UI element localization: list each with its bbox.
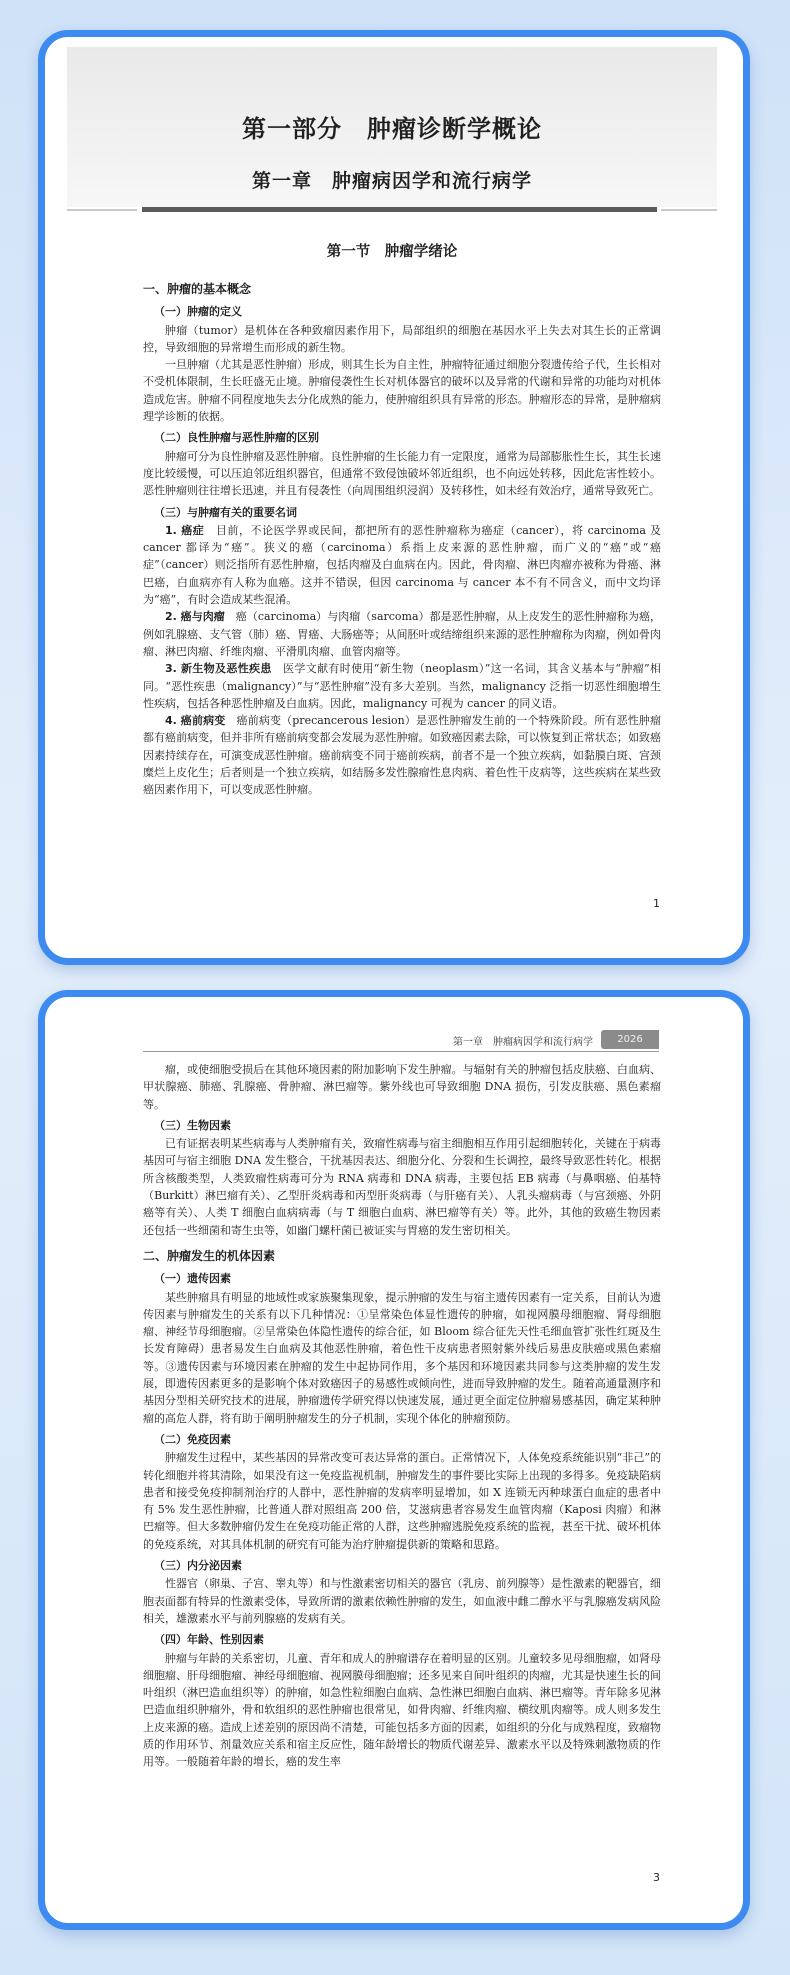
paragraph: 瘤，或使细胞受损后在其他环境因素的附加影响下发生肿瘤。与辐射有关的肿瘤包括皮肤癌、白血病、甲状腺癌、肺癌、乳腺癌、骨肿瘤、淋巴瘤等。紫外线也可导致细胞 DNA 损伤，引发皮肤癌、黑色素瘤等。 (143, 1063, 661, 1111)
heading-terms: （三）与肿瘤有关的重要名词 (154, 505, 297, 519)
paragraph: 已有证据表明某些病毒与人类肿瘤有关，致瘤性病毒与宿主细胞相互作用引起细胞转化，关键在于病毒基因可与宿主细胞 DNA 发生整合，干扰基因表达、细胞分化、分裂和生长调控，最终导致恶性转化。根据所含核酸类型，人类致瘤性病毒可分为 RNA 病毒和 DNA 病毒，主要包括 EB 病毒（与鼻咽癌、伯基特（Burkitt）淋巴瘤有关）、乙型肝炎病毒和丙型肝炎病毒（与肝癌有关）、人乳头瘤病毒（与宫颈癌、外阴癌等有关）、人类 T 细胞白血病病毒（与 T 细胞白血病、淋巴瘤等有关）等。此外，其他的致癌生物因素还包括一些细菌和寄生虫等，如幽门螺杆菌已被证实与胃癌的发生密切相关。 (143, 1137, 661, 1237)
paragraph: 性器官（卵巢、子宫、睾丸等）和与性激素密切相关的器官（乳房、前列腺等）是性激素的靶器官，细胞表面都有特异的性激素受体，导致所谓的激素依赖性肿瘤的发生，如血液中雌二醇水平与乳腺癌发病风险相关，雄激素水平与前列腺癌的发病有关。 (143, 1577, 661, 1625)
paragraph: 肿瘤与年龄的关系密切，儿童、青年和成人的肿瘤谱存在着明显的区别。儿童较多见母细胞瘤，如肾母细胞瘤、肝母细胞瘤、神经母细胞瘤、视网膜母细胞瘤；还多见来自间叶组织的肉瘤，尤其是快速生长的间叶组织（淋巴造血组织等）的肿瘤，如急性粒细胞白血病、急性淋巴细胞白血病、淋巴瘤等。青年除多见淋巴造血组织肿瘤外，骨和软组织的恶性肿瘤也很常见，如骨肉瘤、纤维肉瘤、横纹肌肉瘤等。成人则多发生上皮来源的癌。造成上述差别的原因尚不清楚，可能包括多方面的因素，如组织的分化与成熟程度，致瘤物质的作用环节、剂量效应关系和宿主反应性，随年龄增长的物质代谢差异、激素水平以及特殊刺激物质的作用等。一般随着年龄的增长，癌的发生率 (143, 1651, 661, 1769)
heading-basic-concepts: 一、肿瘤的基本概念 (143, 282, 252, 296)
heading-biological: （三）生物因素 (154, 1118, 231, 1132)
term-label: 2. 癌与肉瘤 (165, 610, 225, 624)
term-text: 癌（carcinoma）与肉瘤（sarcoma）都是恶性肿瘤，从上皮发生的恶性肿瘤称为癌，例如乳腺癌、支气管（肺）癌、胃癌、大肠癌等；从间胚叶或结缔组织来源的恶性肿瘤称为肉瘤，例如骨肉瘤、淋巴肉瘤、纤维肉瘤、平滑肌肉瘤、血管肉瘤等。 (143, 610, 661, 658)
page-card-2 (38, 990, 750, 1930)
term-text: 癌前病变（precancerous lesion）是恶性肿瘤发生前的一个特殊阶段。所有恶性肿瘤都有癌前病变，但并非所有癌前病变都会发展为恶性肿瘤。如致癌因素去除，可以恢复到正常状态；如致癌因素持续存在，可演变成恶性肿瘤。癌前病变不同于癌前疾病，前者不是一个独立疾病，如黏膜白斑、宫颈糜烂上皮化生；后者则是一个独立疾病，如结肠多发性腺瘤性息肉病、着色性干皮病等，这些疾病在某些致癌因素作用下，可以变成恶性肿瘤。 (143, 714, 662, 797)
running-head (453, 1033, 659, 1048)
paragraph: 肿瘤（tumor）是机体在各种致瘤因素作用下，局部组织的细胞在基因水平上失去对其生长的正常调控，导致细胞的异常增生而形成的新生物。 (143, 323, 661, 354)
title-divider-left (67, 209, 137, 211)
title-divider (142, 207, 657, 212)
section-title: 第一节 肿瘤学绪论 (326, 243, 458, 260)
running-head-rule (143, 1051, 659, 1052)
heading-immune: （二）免疫因素 (154, 1432, 231, 1446)
page-body-3 (143, 1061, 661, 1771)
heading-host-factors: 二、肿瘤发生的机体因素 (143, 1248, 276, 1263)
running-head-title: 第一章 肿瘤病因学和流行病学 (453, 1037, 593, 1048)
heading-definition: （一）肿瘤的定义 (154, 305, 242, 319)
heading-benign-malignant: （二）良性肿瘤与恶性肿瘤的区别 (154, 431, 319, 445)
book-page-1 (67, 47, 717, 927)
term-text: 医学文献有时使用“新生物（neoplasm）”这一名词，其含义基本与“肿瘤”相同。“恶性疾患（malignancy）”与“恶性肿瘤”没有多大差别。当然，malignancy 泛指一切恶性细胞增生性疾病，包括各种恶性肿瘤及白血病。因此，malignancy 可视为 cancer 的同义语。 (143, 662, 661, 710)
paragraph: 某些肿瘤具有明显的地域性或家族聚集现象，提示肿瘤的发生与宿主遗传因素有一定关系，目前认为遗传因素与肿瘤发生的关系有以下几种情况：①呈常染色体显性遗传的肿瘤，如视网膜母细胞瘤、肾母细胞瘤、神经节母细胞瘤。②呈常染色体隐性遗传的综合征，如 Bloom 综合征先天性毛细血管扩张性红斑及生长发育障碍）患者易发生白血病及其他恶性肿瘤，着色性干皮病患者照射紫外线后易患皮肤癌或黑色素瘤等。③遗传因素与环境因素在肿瘤的发生中起协同作用，多个基因和环境因素共同参与这类肿瘤的发生发展，即遗传因素更多的是影响个体对致癌因子的易感性或倾向性，进而导致肿瘤的发生。随着高通量测序和基因分型相关研究技术的进展，肿瘤遗传学研究得以快速发展，通过更全面定位肿瘤易感基因，确定某种肿瘤的高危人群，将有助于阐明肿瘤发生的分子机制，实现个体化的肿瘤预防。 (143, 1290, 661, 1425)
chapter-title: 第一章 肿瘤病因学和流行病学 (251, 170, 532, 192)
part-title: 第一部分 肿瘤诊断学概论 (242, 115, 542, 143)
term-text: 目前，不论医学界或民间，都把所有的恶性肿瘤称为癌症（cancer），将 carcinoma 及 cancer 都译为“癌”。狭义的癌（carcinoma）系指上皮来源的恶性肿瘤，而广义的“癌”或“癌症”（cancer）则泛指所有恶性肿瘤，包括肉瘤及白血病在内。因此，骨肉瘤、淋巴肉瘤亦被称为骨癌、淋巴癌，白血病亦有人称为血癌。这并不错误，但因 carcinoma 与 cancer 本不有不同含义，而中文均译为“癌”，有时会造成某些混淆。 (143, 523, 662, 607)
page-body-1 (143, 272, 661, 799)
heading-genetic: （一）遗传因素 (154, 1272, 231, 1286)
page-number: 3 (653, 1871, 660, 1884)
paragraph: 肿瘤发生过程中，某些基因的异常改变可表达异常的蛋白。正常情况下，人体免疫系统能识别“非己”的转化细胞并将其清除，如果没有这一免疫监视机制，肿瘤发生的事件要比实际上出现的多得多。免疫缺陷病患者和接受免疫抑制剂治疗的人群中，恶性肿瘤的发病率明显增加，如 X 连锁无丙种球蛋白血症的患者中有 5% 发生恶性肿瘤，比普通人群对照组高 200 倍，艾滋病患者容易发生血管肉瘤（Kaposi 肉瘤）和淋巴瘤等。但大多数肿瘤仍发生在免疫功能正常的人群，这些肿瘤逃脱免疫系统的监视，甚至干扰、破坏机体的免疫系统，对其具体机制的研究有可能为治疗肿瘤提供新的策略和思路。 (143, 1451, 661, 1551)
paragraph: 肿瘤可分为良性肿瘤及恶性肿瘤。良性肿瘤的生长能力有一定限度，通常为局部膨胀性生长，其生长速度比较缓慢，可以压迫邻近组织器官，但通常不致侵蚀破坏邻近组织，也不向远处转移，因此危害性较小。恶性肿瘤则往往增长迅速，并且有侵袭性（向周围组织浸润）及转移性，如未经有效治疗，通常导致死亡。 (143, 449, 661, 498)
term-paragraph (143, 608, 661, 660)
book-page-3 (67, 1019, 717, 1899)
term-paragraph (143, 712, 661, 798)
paragraph: 一旦肿瘤（尤其是恶性肿瘤）形成，则其生长为自主性，肿瘤特征通过细胞分裂遗传给子代，生长相对不受机体限制，生长旺盛无止境。肿瘤侵袭性生长对机体器官的破坏以及异常的代谢和异常的功能均对机体造成危害。肿瘤不同程度地失去分化成熟的能力，使肿瘤组织具有异常的形态。肿瘤形态的异常，是肿瘤病理学诊断的依据。 (143, 358, 661, 424)
term-label: 4. 癌前病变 (165, 714, 226, 728)
page-card-1 (38, 30, 750, 965)
term-label: 3. 新生物及恶性疾患 (165, 662, 272, 676)
term-paragraph (143, 522, 661, 608)
term-paragraph (143, 660, 661, 712)
heading-endocrine: （三）内分泌因素 (154, 1559, 242, 1573)
heading-age-sex: （四）年龄、性别因素 (154, 1633, 264, 1647)
edition-badge: 2026 (601, 1030, 659, 1049)
title-divider-right (661, 209, 717, 211)
page-number: 1 (653, 897, 660, 910)
term-label: 1. 癌症 (165, 523, 205, 537)
